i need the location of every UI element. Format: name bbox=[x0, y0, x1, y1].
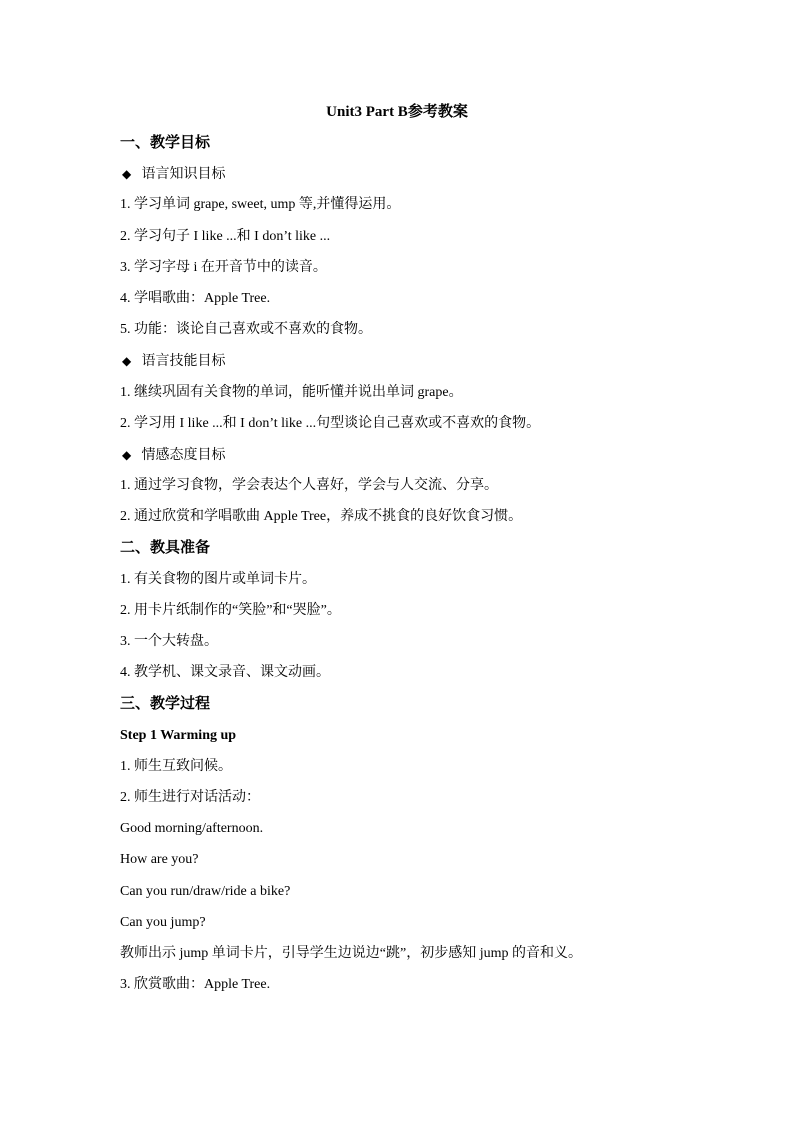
process-item: 3. 欣赏歌曲：Apple Tree. bbox=[120, 977, 271, 993]
section-heading-goals: 一、教学目标 bbox=[120, 135, 211, 151]
dialogue-line: How are you? bbox=[120, 852, 199, 868]
process-item: 1. 师生互致问候。 bbox=[120, 758, 232, 774]
skills-item: 2. 学习用 I like ...和 I don’t like ...句型谈论自己喜欢或不喜欢的食物。 bbox=[120, 415, 541, 431]
tools-item: 4. 教学机、课文录音、课文动画。 bbox=[120, 665, 330, 681]
dialogue-line: Can you jump? bbox=[120, 914, 206, 930]
attitude-item: 2. 通过欣赏和学唱歌曲 Apple Tree，养成不挑食的良好饮食习惯。 bbox=[120, 509, 523, 525]
tools-item: 2. 用卡片纸制作的“笑脸”和“哭脸”。 bbox=[120, 602, 341, 618]
tools-item: 1. 有关食物的图片或单词卡片。 bbox=[120, 571, 316, 587]
document-body bbox=[120, 134, 680, 1007]
knowledge-item: 2. 学习句子 I like ...和 I don’t like ... bbox=[120, 228, 331, 244]
subheading-skills-label: 语言技能目标 bbox=[141, 354, 226, 370]
diamond-bullet-icon: ◆ bbox=[122, 167, 132, 182]
step-heading: Step 1 Warming up bbox=[120, 727, 237, 743]
subheading-knowledge-label: 语言知识目标 bbox=[141, 167, 226, 183]
attitude-item: 1. 通过学习食物，学会表达个人喜好，学会与人交流、分享。 bbox=[120, 478, 498, 494]
knowledge-item: 3. 学习字母 i 在开音节中的读音。 bbox=[120, 259, 327, 275]
knowledge-item: 1. 学习单词 grape, sweet, ump 等,并懂得运用。 bbox=[120, 197, 401, 213]
section-heading-tools: 二、教具准备 bbox=[120, 540, 211, 557]
diamond-bullet-icon: ◆ bbox=[122, 447, 132, 462]
knowledge-item: 5. 功能：谈论自己喜欢或不喜欢的食物。 bbox=[120, 322, 372, 338]
process-item: 2. 师生进行对话活动： bbox=[120, 789, 260, 805]
document-title: Unit3 Part B参考教案 bbox=[326, 104, 468, 120]
diamond-bullet-icon: ◆ bbox=[122, 354, 132, 369]
tools-item: 3. 一个大转盘。 bbox=[120, 634, 218, 649]
dialogue-line: Good morning/afternoon. bbox=[120, 821, 264, 837]
process-item: 教师出示 jump 单词卡片，引导学生边说边“跳”，初步感知 jump 的音和义。 bbox=[120, 945, 582, 961]
subheading-attitude-label: 情感态度目标 bbox=[141, 447, 226, 463]
section-heading-process: 三、教学过程 bbox=[120, 696, 211, 713]
subheading-attitude bbox=[120, 446, 680, 477]
subheading-skills bbox=[120, 352, 680, 383]
knowledge-item: 4. 学唱歌曲：Apple Tree. bbox=[120, 290, 271, 306]
skills-item: 1. 继续巩固有关食物的单词，能听懂并说出单词 grape。 bbox=[120, 384, 463, 400]
dialogue-line: Can you run/draw/ride a bike? bbox=[120, 883, 291, 899]
subheading-knowledge bbox=[120, 165, 680, 196]
